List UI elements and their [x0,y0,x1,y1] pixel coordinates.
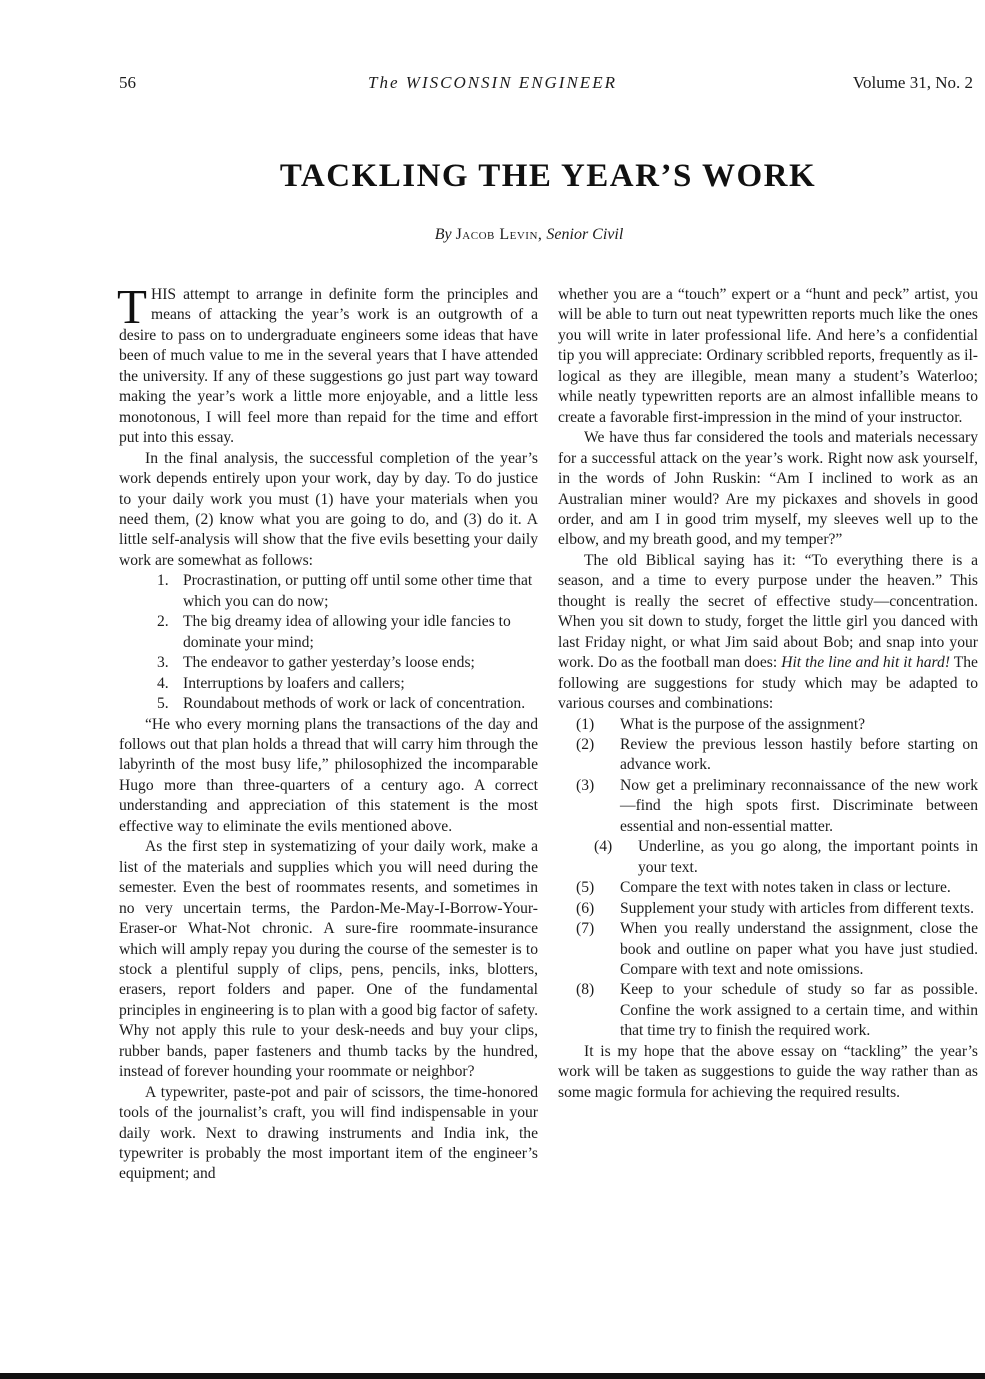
list-item [558,980,978,1041]
list-number: (2) [576,735,595,753]
drop-cap: T [117,279,147,334]
paragraph-hugo-quote: “He who every morning plans the transactions of the day and follows out that plan holds a thread that will carry him through the labyrinth of the most busy life,” philosophized the incomparable Hugo more than three-quarters of a century ago. A correct understanding and appreciation of this statement is the most effective way to eliminate the evils mentioned above. [119,715,538,835]
list-text: Now get a preliminary reconnaissance of the new work—find the high spots first. Discriminate between essential and non-essential matter. [620,776,978,835]
list-text: Compare the text with notes taken in class or lecture. [620,879,951,897]
paragraph-materials: As the first step in systematizing of your daily work, make a list of the materials and supplies which you will need during the semester. Even the best of roommates resents, and sometimes in no very uncertain terms, the Pardon-Me-May-I-Borrow-Your-Eraser-or What-Not chronic. A sure-fire roommate-insurance which will amply repay you during the course of the semester is to stock a plentiful supply of clips, pens, pencils, inks, blotters, erasers, report folders and paper. One of the fundamental principles in engineering is to plan with a good big factor of safety. Why not apply this rule to your desk-needs and buy your clips, rubber bands, paper fasteners and thumb tacks by the hundred, instead of forever hounding your roommate or neighbor? [119,838,538,1081]
list-text: The big dreamy idea of allowing your idle fancies to dominate your mind; [183,613,511,651]
list-number: (8) [576,981,595,999]
list-item [558,735,978,776]
paragraph-typewriter: A typewriter, paste-pot and pair of scissors, the time-honored tools of the journalist’s craft, you will find indispensable in your daily work. Next to drawing instruments and India ink, the typewriter is probably the most important item of the engineer’s equipment; and [119,1083,538,1183]
byline [0,226,985,244]
list-number: (1) [576,715,595,733]
list-item [558,899,978,919]
study-steps-list [558,715,978,1042]
list-item [119,612,538,653]
list-number: 4. [157,674,169,692]
list-text: Procrastination, or putting off until some other time that which you can do now; [183,572,533,610]
right-column [558,285,978,1103]
article-title: TACKLING THE YEAR’S WORK [279,158,817,194]
list-text: Keep to your schedule of study so far as possible. Confine the work assigned to a certain time, and within that time try to finish the required work. [620,981,978,1040]
evils-list [119,571,538,714]
list-text: What is the purpose of the assignment? [620,715,866,733]
paragraph-intro [117,279,538,449]
list-number: (6) [576,899,595,917]
list-number: (3) [576,776,595,794]
list-number: 1. [157,572,169,590]
list-text: When you really understand the assignment, close the book and outline on paper what you have just studied. Compare with text and note omissions. [620,920,978,978]
list-text: Supplement your study with articles from different texts. [620,899,974,917]
list-number: (4) [594,838,613,856]
bottom-edge-rule [0,1373,985,1379]
list-number: 2. [157,613,169,631]
list-text: Interruptions by loafers and callers; [183,674,405,692]
concentration-text-end: The following are suggestions for study which may be adapted to various courses and combinations: [558,654,978,713]
list-item [558,919,978,980]
list-text: Roundabout methods of work or lack of concentration. [183,695,526,713]
list-item [558,878,978,898]
journal-title: The WISCONSIN ENGINEER [368,73,617,92]
football-quote: Hit the line and hit it hard! [781,654,951,672]
paragraph-conclusion: It is my hope that the above essay on “tackling” the year’s work will be taken as suggestions to guide the way rather than as some magic formula for achieving the required results. [558,1042,978,1101]
author-name: Jacob Levin, [455,226,543,243]
author-role: Senior Civil [546,226,624,243]
list-text: Underline, as you go along, the important points in your text. [638,838,978,876]
list-item [119,571,538,612]
paragraph-ruskin: We have thus far considered the tools and materials necessary for a successful attack on the year’s work. Right now ask yourself, in the words of John Ruskin: “Am I inclined to work as an Australian miner would? Are my pickaxes and shovels in good order, and am I in good trim myself, my sleeves well up to the elbow, and my breath good, and my temper?” [558,429,978,549]
list-item [558,837,978,878]
paragraph-analysis: In the final analysis, the successful completion of the year’s work depends entirely upon your work, day by day. To do justice to your daily work you must (1) have your materials when you need them, (2) know what you are going to do, and (3) do it. A little self-analysis will show that the five evils besetting your daily work are somewhat as follows: [119,449,538,569]
list-item [119,694,538,714]
list-text: Review the previous lesson hastily before starting on advance work. [620,735,978,774]
byline-by: By [434,226,452,243]
list-number: 5. [157,695,169,713]
page-number: 56 [119,73,136,92]
list-item [558,715,978,735]
left-column [117,279,538,1185]
paragraph-concentration [558,551,978,715]
list-number: (7) [576,920,595,938]
concentration-text: The old Biblical saying has it: “To everything there is a season, and a time to every purpose under the heaven.” This thought is really the secret of effective study—concentration. When you sit down to study, forget the little girl you danced with last Friday night, or what Jim said about Bob; and snap into your work. Do as the football man does: [558,551,978,672]
list-item [558,776,978,837]
volume-label: Volume 31, No. 2 [852,73,973,92]
list-text: The endeavor to gather yesterday’s loose ends; [183,654,475,672]
list-item [119,653,538,673]
list-number: 3. [157,654,169,672]
intro-text: HIS attempt to arrange in definite form the principles and means of attacking the year’s work is an outgrowth of a desire to pass on to undergraduate engineers some ideas that have been of much value to me in the several years that I have attended the university. If any of these suggestions go just part way toward making the year’s work a little more enjoyable, and a little less monotonous, I will feel more than repaid for the time and effort put into this essay. [119,286,538,447]
paragraph-typewriter-continued: whether you are a “touch” expert or a “hunt and peck” artist, you will be able to turn out neat typewritten reports much like the ones you will write in later professional life. And here’s a confidential tip you will appreciate: Ordinary scribbled reports, frequently as illogical as they are illegible, mean many a student’s Waterloo; while neatly typewritten reports are an almost infallible means to create a favorable first-impression in the mind of your instructor. [558,286,978,426]
list-number: (5) [576,879,595,897]
list-item [119,674,538,694]
